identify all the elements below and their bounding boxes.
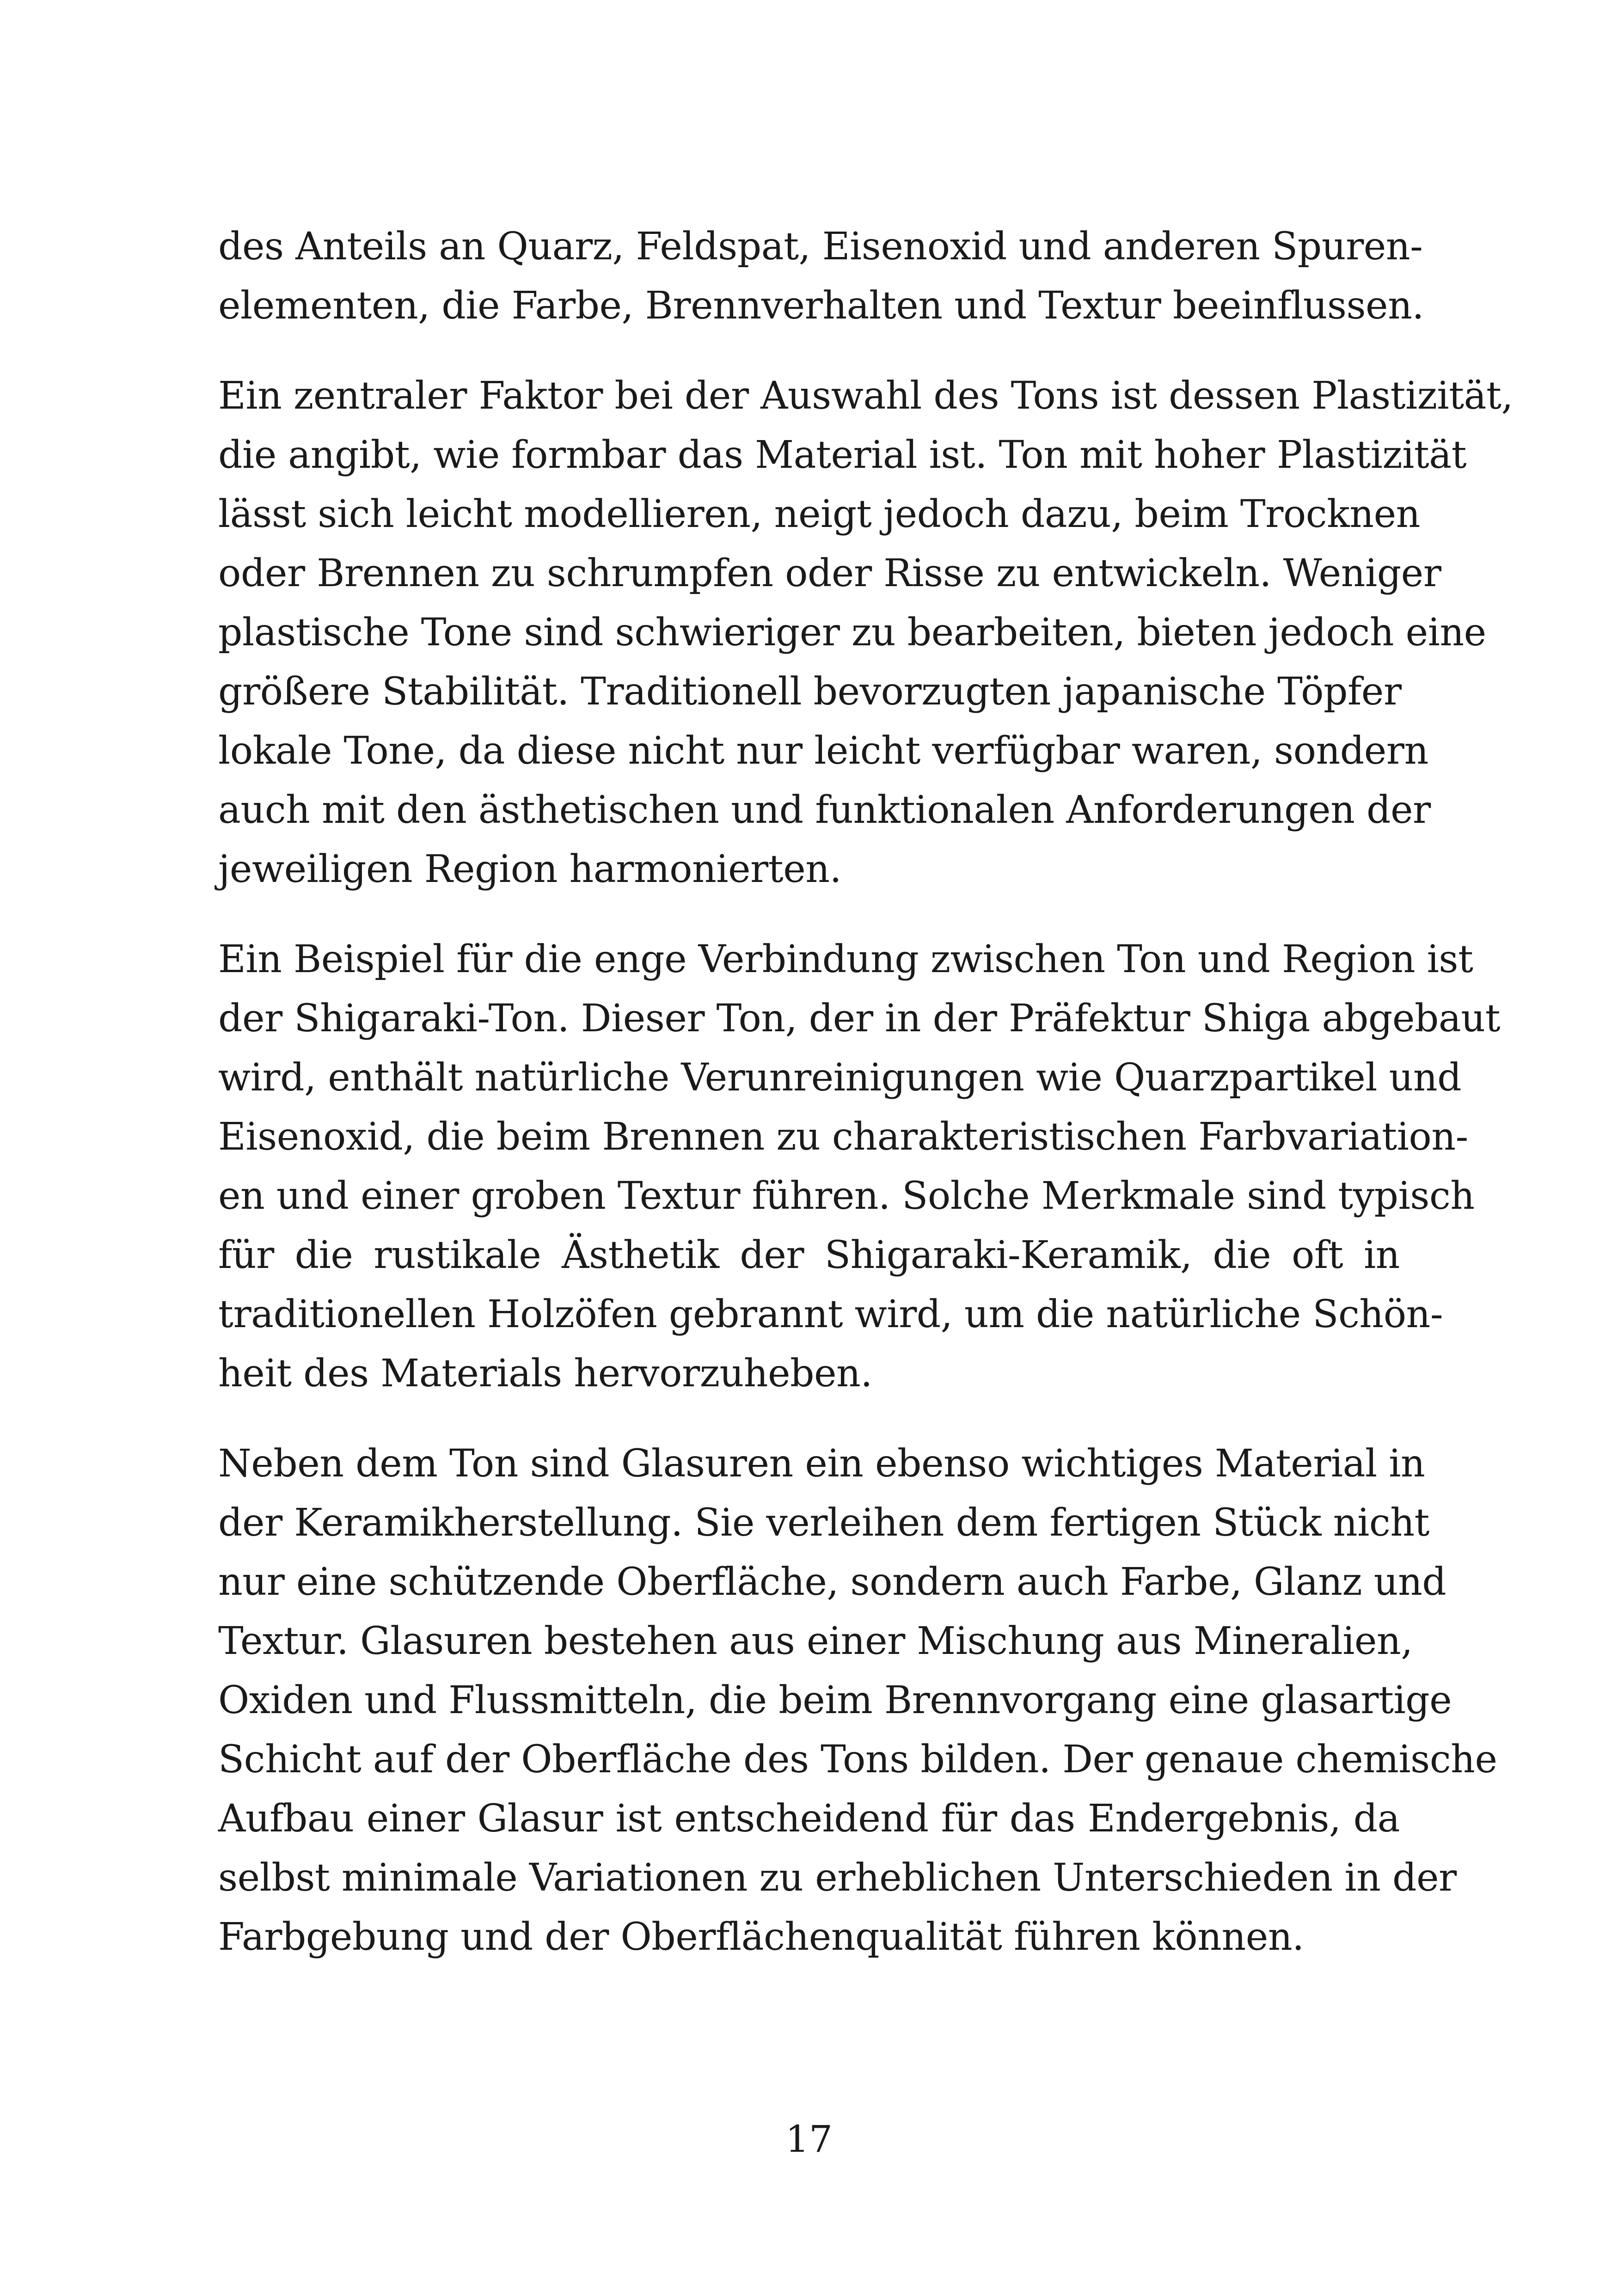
paragraph-1 (218, 217, 1424, 336)
paragraph-2 (218, 367, 1513, 899)
text-line: oder Brennen zu schrumpfen oder Risse zu entwickeln. Weniger (218, 551, 1441, 595)
text-line: Farbgebung und der Oberflächenqualität führen können. (218, 1915, 1304, 1959)
paragraph-4 (218, 1434, 1497, 1967)
text-line: jeweiligen Region harmonierten. (218, 847, 842, 891)
text-line: des Anteils an Quarz, Feldspat, Eisenoxid und anderen Spuren- (218, 225, 1423, 269)
text-line: Ein Beispiel für die enge Verbindung zwischen Ton und Region ist (218, 937, 1473, 981)
text-line: nur eine schützende Oberfläche, sondern auch Farbe, Glanz und (218, 1560, 1446, 1604)
text-line: lässt sich leicht modellieren, neigt jedoch dazu, beim Trocknen (218, 492, 1420, 536)
text-line: lokale Tone, da diese nicht nur leicht verfügbar waren, sondern (218, 729, 1428, 773)
body-text (218, 217, 1513, 1998)
text-line: auch mit den ästhetischen und funktionalen Anforderungen der (218, 788, 1431, 832)
text-line: der Keramikherstellung. Sie verleihen dem fertigen Stück nicht (218, 1501, 1429, 1545)
text-line: Aufbau einer Glasur ist entscheidend für das Endergebnis, da (218, 1797, 1400, 1841)
paragraph-3 (218, 930, 1501, 1403)
text-line: Eisenoxid, die beim Brennen zu charakteristischen Farbvariation- (218, 1115, 1468, 1159)
text-line: Neben dem Ton sind Glasuren ein ebenso wichtiges Material in (218, 1442, 1425, 1486)
page-number: 17 (785, 2118, 833, 2161)
text-line: heit des Materials hervorzuheben. (218, 1352, 872, 1396)
text-line: traditionellen Holzöfen gebrannt wird, um die natürliche Schön- (218, 1292, 1443, 1336)
text-line: die angibt, wie formbar das Material ist. Ton mit hoher Plastizität (218, 433, 1467, 477)
text-line: der Shigaraki-Ton. Dieser Ton, der in der Präfektur Shiga abgebaut (218, 997, 1501, 1041)
text-line: größere Stabilität. Traditionell bevorzugten japanische Töpfer (218, 670, 1402, 714)
text-line: Schicht auf der Oberfläche des Tons bilden. Der genaue chemische (218, 1738, 1497, 1782)
text-line: wird, enthält natürliche Verunreinigungen wie Quarzpartikel und (218, 1056, 1462, 1100)
text-line: Oxiden und Flussmitteln, die beim Brennvorgang eine glasartige (218, 1678, 1452, 1722)
text-line: plastische Tone sind schwieriger zu bearbeiten, bieten jedoch eine (218, 611, 1486, 655)
text-line: elementen, die Farbe, Brennverhalten und Textur beeinflussen. (218, 284, 1424, 328)
text-line: Textur. Glasuren bestehen aus einer Mischung aus Mineralien, (218, 1619, 1413, 1663)
text-line: für die rustikale Ästhetik der Shigaraki-Keramik, die oft in (218, 1233, 1400, 1277)
text-line: selbst minimale Variationen zu erheblichen Unterschieden in der (218, 1856, 1457, 1900)
text-line: en und einer groben Textur führen. Solche Merkmale sind typisch (218, 1174, 1475, 1218)
text-line: Ein zentraler Faktor bei der Auswahl des Tons ist dessen Plastizität, (218, 374, 1513, 418)
